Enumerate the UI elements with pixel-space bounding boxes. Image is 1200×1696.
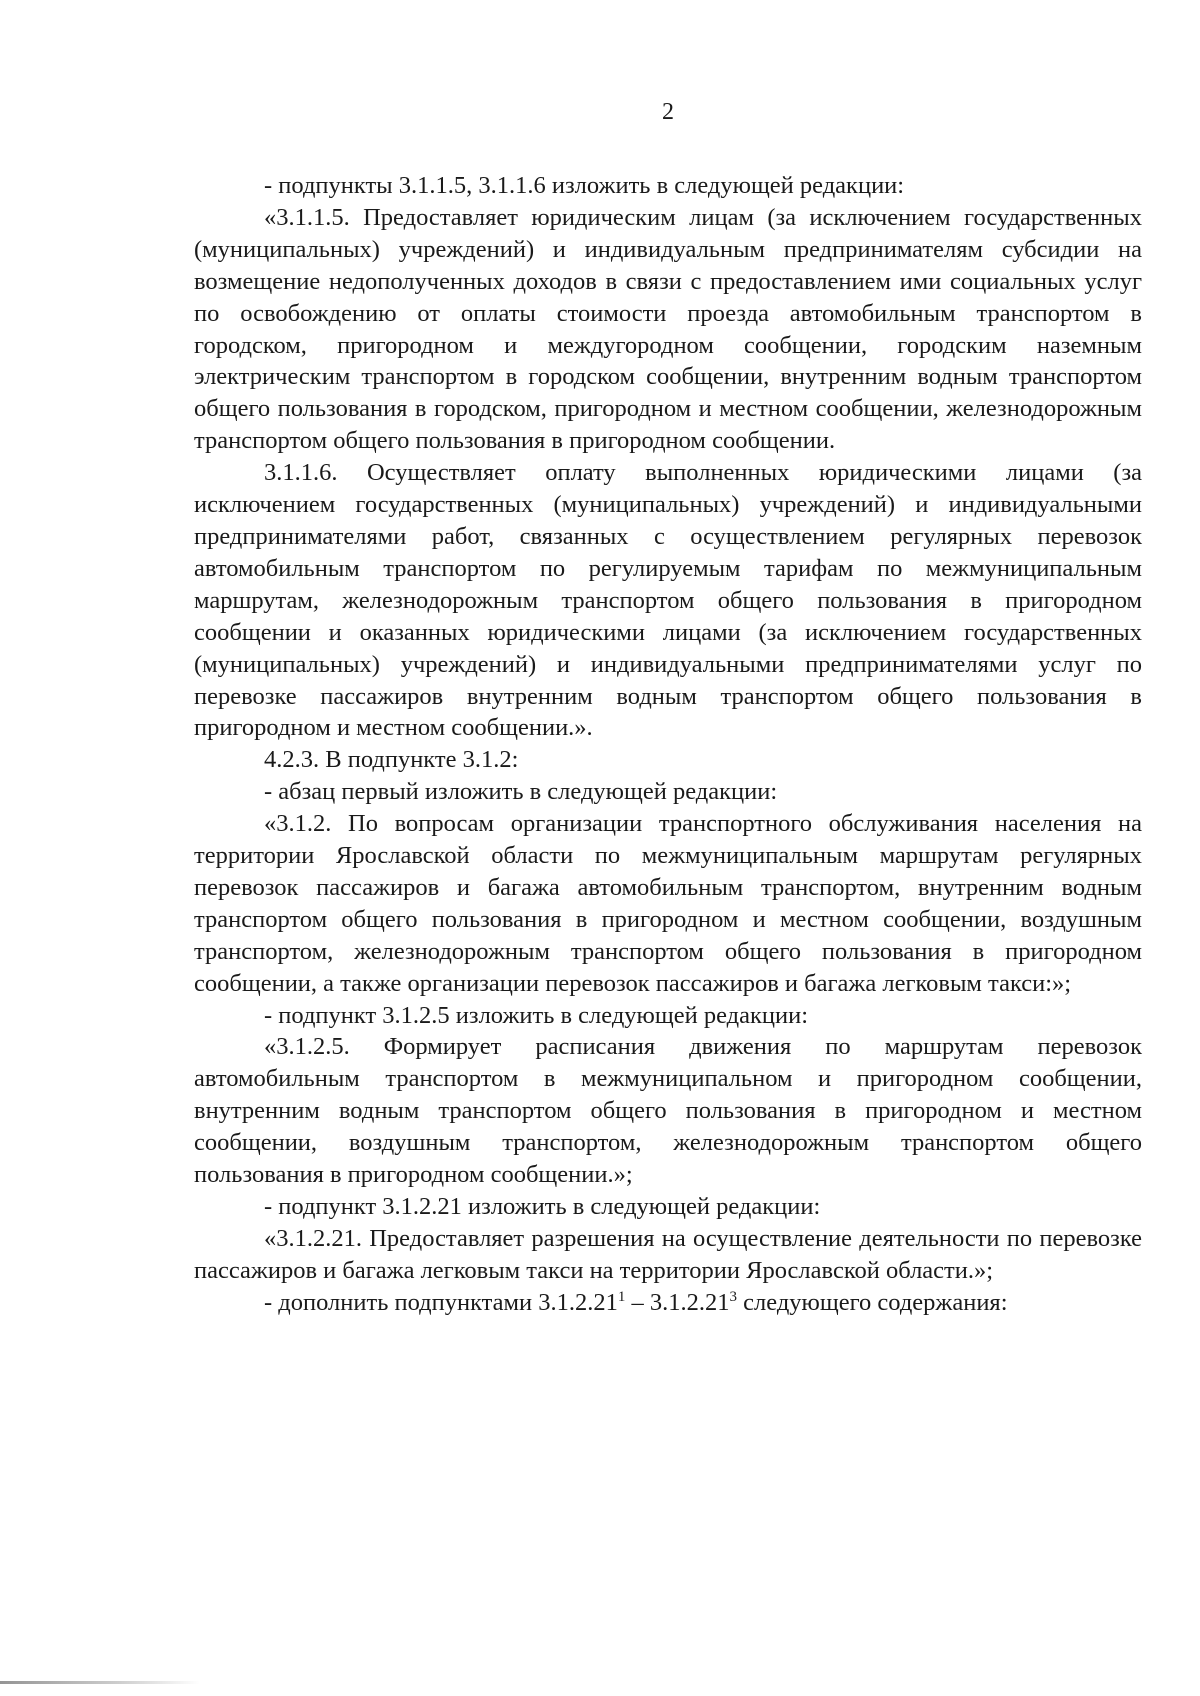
paragraph-7: - подпункт 3.1.2.5 изложить в следующей редакции: <box>264 1001 809 1029</box>
superscript-3: 3 <box>729 1288 738 1305</box>
paragraph-11-part-b: – 3.1.2.21 <box>625 1288 730 1316</box>
paragraph-5: - абзац первый изложить в следующей редакции: <box>264 778 778 806</box>
document-body <box>194 170 1142 1319</box>
paragraph-11 <box>194 1287 1142 1319</box>
paragraph-4: 4.2.3. В подпункте 3.1.2: <box>264 746 519 774</box>
paragraph-3: 3.1.1.6. Осуществляет оплату выполненных юридическими лицами (за исключением государственных (муниципальных) учреждений) и индивидуальными предпринимателями работ, связанных с осуществлением регулярных перевозок автомобильным транспортом по регулируемым тарифам по межмуниципальным маршрутам, железнодорожным транспортом общего пользования в пригородном сообщении и оказанных юридическими лицами (за исключением государственных (муниципальных) учреждений) и индивидуальными предпринимателями услуг по перевозке пассажиров внутренним водным транспортом общего пользования в пригородном и местном сообщении.». <box>194 459 1142 742</box>
paragraph-11-part-c: следующего содержания: <box>737 1288 1008 1316</box>
paragraph-11-part-a: - дополнить подпунктами 3.1.2.21 <box>264 1288 618 1316</box>
paragraph-9: - подпункт 3.1.2.21 изложить в следующей редакции: <box>264 1193 821 1220</box>
paragraph-2: «3.1.1.5. Предоставляет юридическим лицам (за исключением государственных (муниципальных) учреждений) и индивидуальным предпринимателям субсидии на возмещение недополученных доходов в связи с предоставлением ими социальных услуг по освобождению от оплаты стоимости проезда автомобильным транспортом в городском, пригородном и междугородном сообщении, городским наземным электрическим транспортом в городском сообщении, внутренним водным транспортом общего пользования в городском, пригородном и местном сообщении, железнодорожным транспортом общего пользования в пригородном сообщении. <box>194 203 1142 455</box>
paragraph-8: «3.1.2.5. Формирует расписания движения по маршрутам перевозок автомобильным транспортом в межмуниципальном и пригородном сообщении, внутренним водным транспортом общего пользования в пригородном и местном сообщении, воздушным транспортом, железнодорожным транспортом общего пользования в пригородном сообщении.»; <box>194 1033 1142 1189</box>
scan-edge-mark <box>0 1681 200 1684</box>
superscript-1: 1 <box>617 1288 626 1305</box>
paragraph-1: - подпункты 3.1.1.5, 3.1.1.6 изложить в следующей редакции: <box>264 172 905 199</box>
paragraph-6: «3.1.2. По вопросам организации транспортного обслуживания населения на территории Ярославской области по межмуниципальным маршрутам регулярных перевозок пассажиров и багажа автомобильным транспортом, внутренним водным транспортом общего пользования в пригородном и местном сообщении, воздушным транспортом, железнодорожным транспортом общего пользования в пригородном сообщении, а также организации перевозок пассажиров и багажа легковым такси:»; <box>194 810 1142 997</box>
page-number: 2 <box>662 99 674 125</box>
paragraph-10: «3.1.2.21. Предоставляет разрешения на осуществление деятельности по перевозке пассажиров и багажа легковым такси на территории Ярославской области.»; <box>194 1224 1142 1284</box>
